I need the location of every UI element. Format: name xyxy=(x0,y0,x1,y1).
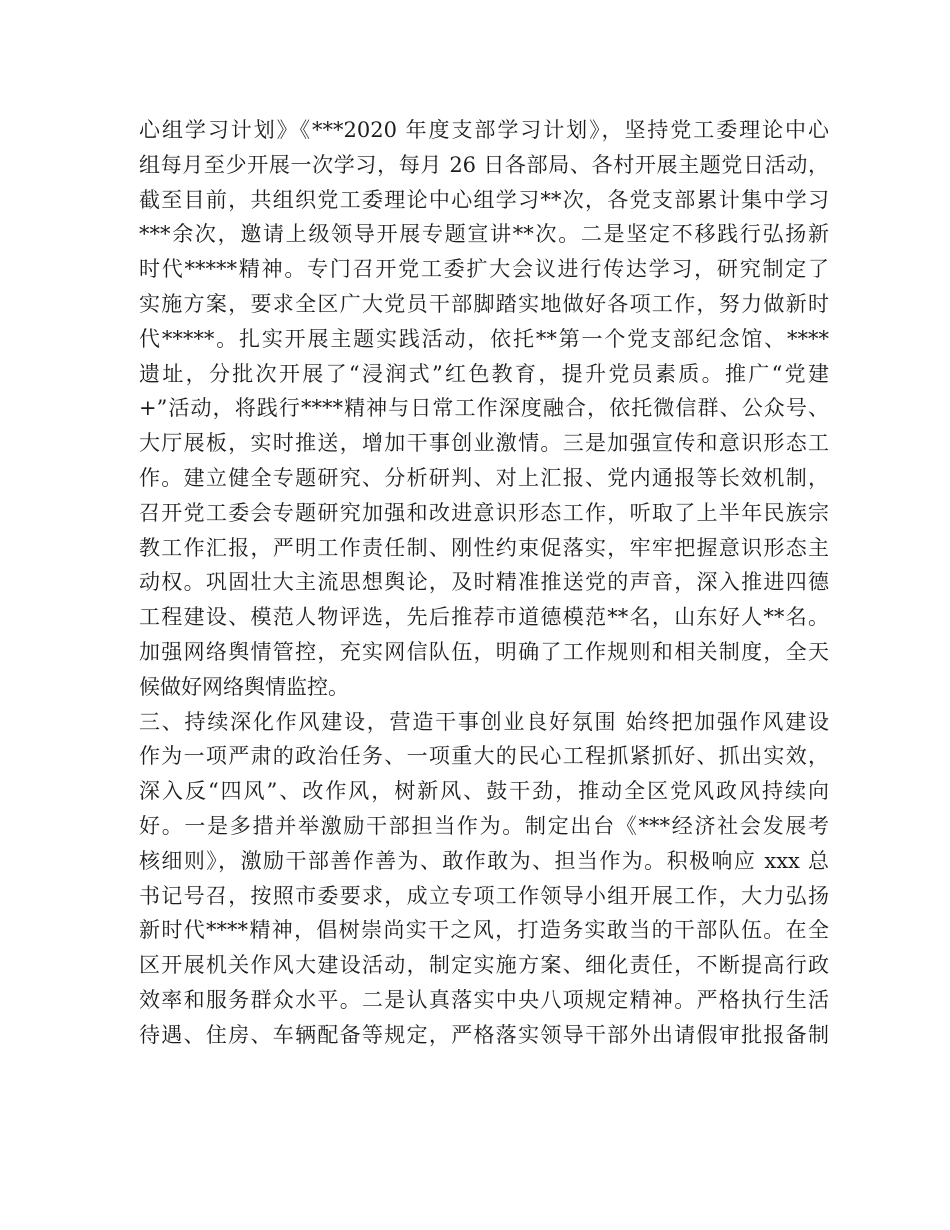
text-line: 实施方案，要求全区广大党员干部脚踏实地做好各项工作，努力做新时 xyxy=(139,291,829,316)
text-line: 待遇、住房、车辆配备等规定，严格落实领导干部外出请假审批报备制 xyxy=(139,1022,829,1047)
text-line: 遗址，分批次开展了“浸润式”红色教育，提升党员素质。推广“党建 xyxy=(139,361,829,386)
text-line: 工程建设、模范人物评选，先后推荐市道德模范**名，山东好人**名。 xyxy=(139,605,829,630)
text-line: 加强网络舆情管控，充实网信队伍，明确了工作规则和相关制度，全天 xyxy=(139,639,829,664)
text-line: 心组学习计划》《***2020 年度支部学习计划》，坚持党工委理论中心 xyxy=(139,118,829,142)
text-line: 效率和服务群众水平。二是认真落实中央八项规定精神。严格执行生活 xyxy=(139,987,829,1012)
body-text xyxy=(139,113,829,1053)
text-line: 深入反“四风”、改作风，树新风、鼓干劲，推动全区党风政风持续向 xyxy=(139,779,829,804)
text-line: 截至目前，共组织党工委理论中心组学习**次，各党支部累计集中学习 xyxy=(139,187,829,212)
text-line: 大厅展板，实时推送，增加干事创业激情。三是加强宣传和意识形态工 xyxy=(139,431,829,456)
text-line: 代*****。扎实开展主题实践活动，依托**第一个党支部纪念馆、**** xyxy=(139,326,829,351)
text-line: 作。建立健全专题研究、分析研判、对上汇报、党内通报等长效机制， xyxy=(139,465,829,490)
text-line: 书记号召，按照市委要求，成立专项工作领导小组开展工作，大力弘扬 xyxy=(139,883,829,908)
text-line: 教工作汇报，严明工作责任制、刚性约束促落实，牢牢把握意识形态主 xyxy=(139,535,829,560)
text-line: ***余次，邀请上级领导开展专题宣讲**次。二是坚定不移践行弘扬新 xyxy=(139,222,829,247)
text-line: 区开展机关作风大建设活动，制定实施方案、细化责任，不断提高行政 xyxy=(139,953,829,978)
text-line: 时代*****精神。专门召开党工委扩大会议进行传达学习，研究制定了 xyxy=(139,257,829,282)
text-line: 核细则》，激励干部善作善为、敢作敢为、担当作为。积极响应 xxx 总 xyxy=(139,848,829,873)
text-line: 新时代****精神，倡树崇尚实干之风，打造务实敢当的干部队伍。在全 xyxy=(139,918,829,943)
text-line: +”活动，将践行****精神与日常工作深度融合，依托微信群、公众号、 xyxy=(139,396,829,421)
text-line: 动权。巩固壮大主流思想舆论，及时精准推送党的声音，深入推进四德 xyxy=(139,570,829,595)
text-line: 组每月至少开展一次学习，每月 26 日各部局、各村开展主题党日活动， xyxy=(139,152,829,177)
section-heading-line: 三、持续深化作风建设，营造干事创业良好氛围 始终把加强作风建设 xyxy=(139,709,829,734)
text-line: 作为一项严肃的政治任务、一项重大的民心工程抓紧抓好、抓出实效， xyxy=(139,744,829,769)
text-line: 召开党工委会专题研究加强和改进意识形态工作，听取了上半年民族宗 xyxy=(139,500,829,525)
text-line: 候做好网络舆情监控。 xyxy=(139,674,349,699)
text-line: 好。一是多措并举激励干部担当作为。制定出台《***经济社会发展考 xyxy=(139,813,829,838)
